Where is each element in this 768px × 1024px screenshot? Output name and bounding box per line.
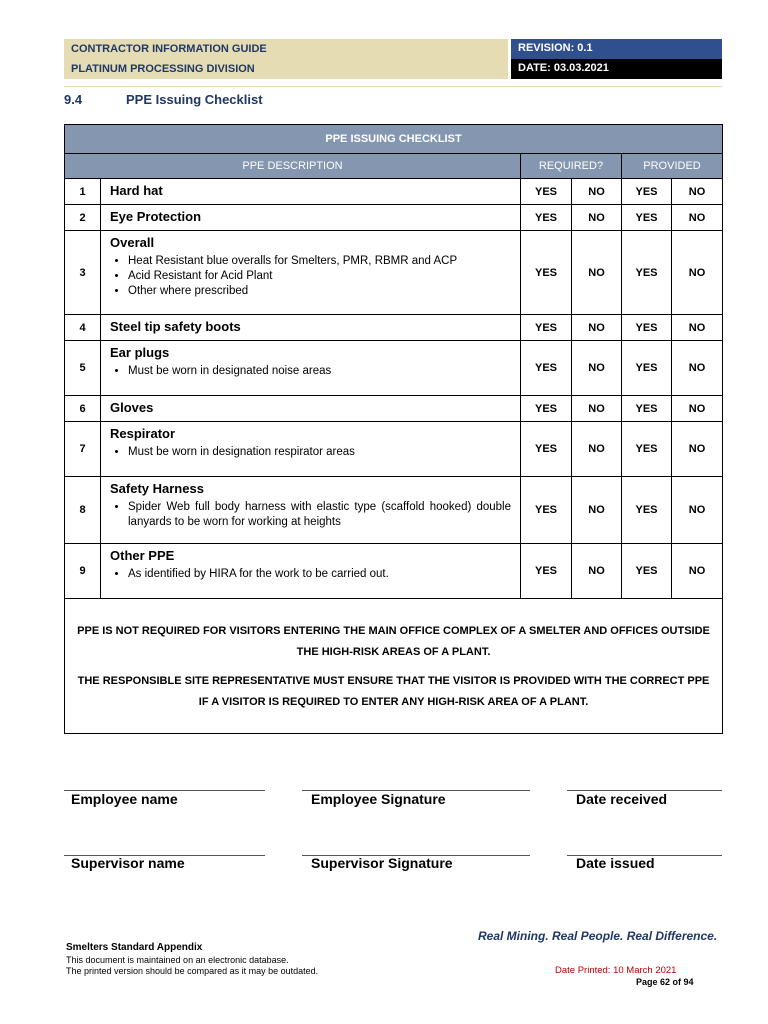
provided-yes[interactable]: YES — [622, 315, 672, 341]
row-number: 4 — [65, 315, 101, 341]
row-number: 9 — [65, 544, 101, 599]
row-bullets — [110, 567, 511, 582]
row-number: 6 — [65, 396, 101, 422]
page-number: Page 62 of 94 — [636, 977, 694, 987]
row-bullets — [110, 364, 511, 379]
representative-notice: THE RESPONSIBLE SITE REPRESENTATIVE MUST ENSURE THAT THE VISITOR IS PROVIDED WITH THE CORRECT PPE IF A VISITOR IS REQUIRED TO ENTER ANY HIGH-RISK AREA OF A PLANT. — [77, 675, 710, 708]
ppe-checklist-table — [64, 124, 723, 734]
supervisor-name-label: Supervisor name — [71, 855, 185, 871]
required-yes[interactable]: YES — [521, 396, 572, 422]
required-yes[interactable]: YES — [521, 231, 572, 315]
required-no[interactable]: NO — [572, 422, 622, 477]
provided-yes[interactable]: YES — [622, 544, 672, 599]
footer-note-database: This document is maintained on an electronic database. — [66, 955, 289, 965]
row-description — [101, 477, 521, 544]
row-description — [101, 205, 521, 231]
provided-no[interactable]: NO — [672, 205, 723, 231]
notice-cell — [65, 599, 723, 734]
section-title: PPE Issuing Checklist — [126, 92, 263, 107]
row-bullets — [110, 500, 511, 530]
provided-no[interactable]: NO — [672, 422, 723, 477]
required-no[interactable]: NO — [572, 341, 622, 396]
col-header-provided: PROVIDED — [622, 154, 723, 179]
required-yes[interactable]: YES — [521, 544, 572, 599]
row-description — [101, 315, 521, 341]
header-guide-title: CONTRACTOR INFORMATION GUIDE — [71, 43, 267, 55]
col-header-required: REQUIRED? — [521, 154, 622, 179]
table-row — [65, 231, 723, 315]
row-description — [101, 179, 521, 205]
date-box — [511, 59, 722, 79]
row-bullets — [110, 445, 511, 460]
revision-box — [511, 39, 722, 59]
provided-yes[interactable]: YES — [622, 231, 672, 315]
row-description — [101, 396, 521, 422]
revision-label: REVISION: 0.1 — [518, 42, 593, 54]
required-no[interactable]: NO — [572, 205, 622, 231]
visitor-notice: PPE IS NOT REQUIRED FOR VISITORS ENTERING THE MAIN OFFICE COMPLEX OF A SMELTER AND OFFICES OUTSIDE THE HIGH-RISK AREAS OF A PLANT. — [77, 625, 710, 658]
table-row — [65, 205, 723, 231]
required-yes[interactable]: YES — [521, 477, 572, 544]
required-no[interactable]: NO — [572, 544, 622, 599]
row-title: Overall — [110, 235, 155, 250]
footer-appendix: Smelters Standard Appendix — [66, 942, 203, 953]
date-received-label: Date received — [576, 791, 668, 807]
footer-note-outdated: The printed version should be compared as it may be outdated. — [66, 966, 319, 976]
required-no[interactable]: NO — [572, 315, 622, 341]
required-yes[interactable]: YES — [521, 205, 572, 231]
provided-no[interactable]: NO — [672, 477, 723, 544]
provided-yes[interactable]: YES — [622, 341, 672, 396]
table-row — [65, 315, 723, 341]
bullet-item: • Must be worn in designated noise areas — [128, 364, 511, 379]
col-header-description: PPE DESCRIPTION — [65, 154, 521, 179]
row-description — [101, 422, 521, 477]
required-no[interactable]: NO — [572, 396, 622, 422]
employee-name-label: Employee name — [71, 791, 178, 807]
provided-no[interactable]: NO — [672, 396, 723, 422]
provided-yes[interactable]: YES — [622, 396, 672, 422]
row-title: Respirator — [110, 426, 176, 441]
provided-no[interactable]: NO — [672, 341, 723, 396]
bullet-item: • Acid Resistant for Acid Plant — [128, 269, 511, 284]
company-slogan: Real Mining. Real People. Real Difference. — [478, 929, 718, 943]
required-yes[interactable]: YES — [521, 422, 572, 477]
table-row — [65, 477, 723, 544]
row-number: 8 — [65, 477, 101, 544]
required-yes[interactable]: YES — [521, 315, 572, 341]
row-title: Safety Harness — [110, 481, 204, 496]
row-description — [101, 231, 521, 315]
provided-yes[interactable]: YES — [622, 422, 672, 477]
bullet-item: • Spider Web full body harness with elastic type (scaffold hooked) double lanyards to be worn for working at heights — [128, 500, 511, 530]
required-yes[interactable]: YES — [521, 179, 572, 205]
row-title: Steel tip safety boots — [110, 319, 241, 334]
bullet-item: • Other where prescribed — [128, 284, 511, 299]
required-yes[interactable]: YES — [521, 341, 572, 396]
row-title: Other PPE — [110, 548, 175, 563]
provided-no[interactable]: NO — [672, 179, 723, 205]
row-number: 2 — [65, 205, 101, 231]
header-title-block — [64, 39, 508, 79]
bullet-item: • Must be worn in designation respirator areas — [128, 445, 511, 460]
row-number: 7 — [65, 422, 101, 477]
bullet-item: • Heat Resistant blue overalls for Smelters, PMR, RBMR and ACP — [128, 254, 511, 269]
required-no[interactable]: NO — [572, 179, 622, 205]
employee-signature-label: Employee Signature — [311, 791, 446, 807]
row-title: Eye Protection — [110, 209, 202, 224]
bullet-item: • As identified by HIRA for the work to be carried out. — [128, 567, 511, 582]
provided-no[interactable]: NO — [672, 315, 723, 341]
provided-no[interactable]: NO — [672, 231, 723, 315]
row-number: 3 — [65, 231, 101, 315]
table-row — [65, 544, 723, 599]
provided-yes[interactable]: YES — [622, 179, 672, 205]
date-issued-label: Date issued — [576, 855, 655, 871]
date-printed: Date Printed: 10 March 2021 — [555, 965, 677, 976]
row-description — [101, 341, 521, 396]
notice-row — [65, 599, 723, 734]
row-number: 5 — [65, 341, 101, 396]
row-bullets — [110, 254, 511, 299]
row-title: Ear plugs — [110, 345, 170, 360]
date-label: DATE: 03.03.2021 — [518, 62, 609, 74]
table-row — [65, 422, 723, 477]
required-no[interactable]: NO — [572, 231, 622, 315]
row-title: Gloves — [110, 400, 154, 415]
row-number: 1 — [65, 179, 101, 205]
table-row — [65, 179, 723, 205]
table-row — [65, 341, 723, 396]
row-title: Hard hat — [110, 183, 163, 198]
provided-yes[interactable]: YES — [622, 205, 672, 231]
provided-yes[interactable]: YES — [622, 477, 672, 544]
table-title: PPE ISSUING CHECKLIST — [65, 125, 723, 154]
supervisor-signature-label: Supervisor Signature — [311, 855, 453, 871]
header-divider — [64, 86, 722, 87]
header-division: PLATINUM PROCESSING DIVISION — [71, 63, 255, 75]
required-no[interactable]: NO — [572, 477, 622, 544]
section-number: 9.4 — [64, 92, 83, 107]
provided-no[interactable]: NO — [672, 544, 723, 599]
table-row — [65, 396, 723, 422]
row-description — [101, 544, 521, 599]
